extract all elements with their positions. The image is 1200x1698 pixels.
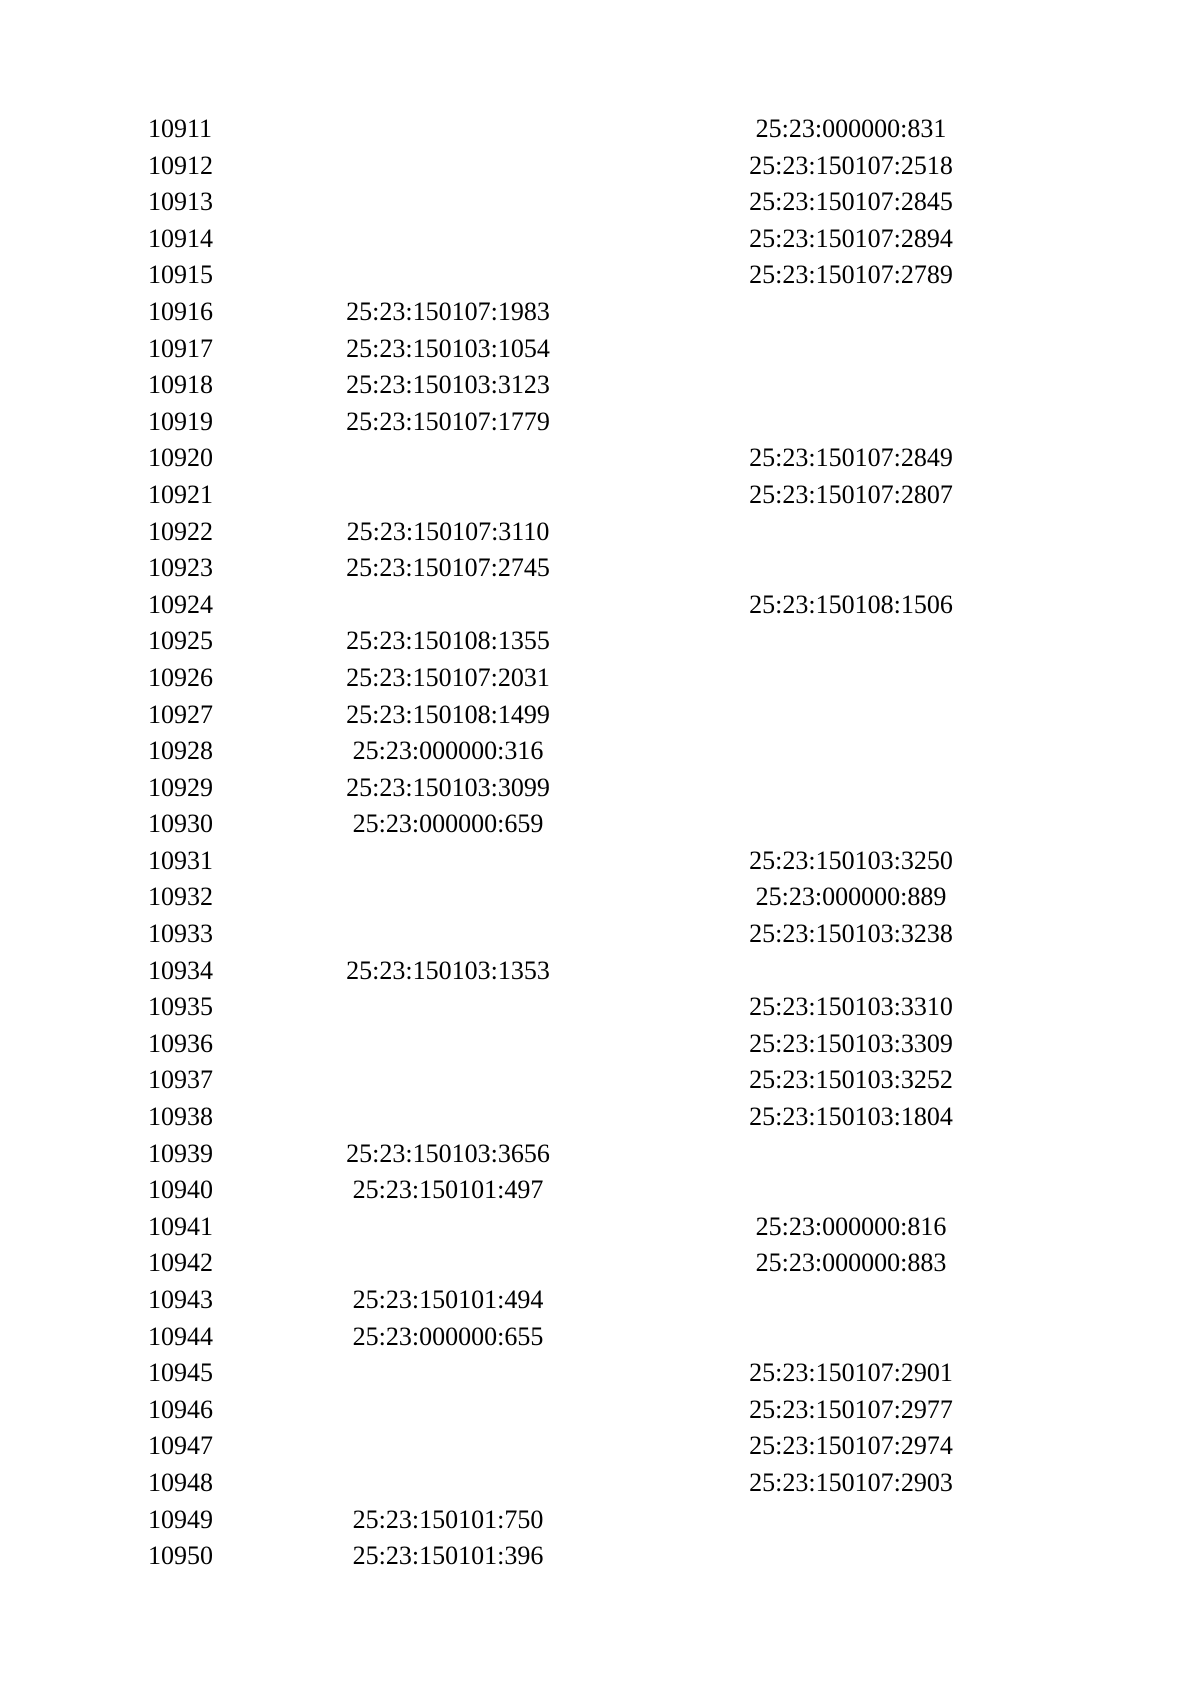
table-row [148, 1282, 968, 1319]
row-number: 10924 [148, 589, 213, 619]
cadastral-number-col1: 25:23:150108:1355 [346, 626, 550, 656]
row-number: 10916 [148, 296, 213, 326]
table-row [148, 1062, 968, 1099]
row-number: 10922 [148, 516, 213, 546]
table-row [148, 184, 968, 221]
cadastral-number-col2: 25:23:150107:2894 [749, 223, 953, 253]
row-number: 10939 [148, 1138, 213, 1168]
row-number: 10946 [148, 1394, 213, 1424]
row-number: 10921 [148, 479, 213, 509]
cadastral-number-col1: 25:23:150103:3656 [346, 1138, 550, 1168]
cadastral-number-col2: 25:23:150107:2845 [749, 187, 953, 217]
table-row [148, 660, 968, 697]
table-row [148, 550, 968, 587]
table-row [148, 879, 968, 916]
table-row [148, 1428, 968, 1465]
table-row [148, 148, 968, 185]
cadastral-number-col2: 25:23:150107:2903 [749, 1467, 953, 1497]
row-number: 10925 [148, 626, 213, 656]
cadastral-number-col2: 25:23:000000:831 [755, 114, 947, 143]
cadastral-number-col1: 25:23:000000:316 [352, 736, 544, 766]
row-number: 10933 [148, 919, 213, 949]
cadastral-number-col1: 25:23:150103:3099 [346, 772, 550, 802]
row-number: 10932 [148, 882, 213, 912]
table-row [148, 257, 968, 294]
row-number: 10944 [148, 1321, 213, 1351]
row-number: 10950 [148, 1541, 213, 1571]
table-row [148, 1026, 968, 1063]
cadastral-number-col1: 25:23:150101:497 [352, 1175, 544, 1205]
table-row [148, 733, 968, 770]
cadastral-number-col2: 25:23:150107:2977 [749, 1394, 953, 1424]
cadastral-number-col1: 25:23:150108:1499 [346, 699, 550, 729]
cadastral-number-col2: 25:23:150107:2807 [749, 479, 953, 509]
table-row [148, 1245, 968, 1282]
table-row [148, 623, 968, 660]
cadastral-number-col2: 25:23:150107:2901 [749, 1358, 953, 1388]
cadastral-number-col1: 25:23:150107:2031 [346, 662, 550, 692]
row-number: 10936 [148, 1028, 213, 1058]
row-number: 10943 [148, 1285, 213, 1314]
row-number: 10913 [148, 187, 213, 217]
row-number: 10923 [148, 553, 213, 583]
row-number: 10937 [148, 1065, 213, 1095]
row-number: 10940 [148, 1175, 213, 1205]
table-row [148, 404, 968, 441]
table-row [148, 1209, 968, 1246]
row-number: 10915 [148, 260, 213, 290]
table-row [148, 1136, 968, 1173]
table-row [148, 770, 968, 807]
table-row [148, 843, 968, 880]
row-number: 10949 [148, 1504, 213, 1534]
table-row [148, 440, 968, 477]
cadastral-number-col2: 25:23:150103:3252 [749, 1065, 953, 1095]
cadastral-number-col1: 25:23:000000:659 [352, 809, 544, 839]
table-row [148, 331, 968, 368]
cadastral-number-col2: 25:23:150107:2518 [749, 150, 953, 180]
cadastral-number-col2: 25:23:150107:2849 [749, 443, 953, 473]
table-row [148, 294, 968, 331]
row-number: 10920 [148, 443, 213, 473]
cadastral-number-col1: 25:23:150107:3110 [346, 516, 550, 546]
table-row [148, 989, 968, 1026]
table-row [148, 1355, 968, 1392]
row-number: 10935 [148, 992, 213, 1022]
row-number: 10917 [148, 333, 213, 363]
cadastral-number-col2: 25:23:150103:1804 [749, 1102, 953, 1132]
table-row [148, 367, 968, 404]
cadastral-number-col2: 25:23:150103:3250 [749, 845, 953, 875]
cadastral-number-col1: 25:23:150107:1779 [346, 406, 550, 436]
cadastral-number-col2: 25:23:000000:889 [755, 882, 947, 912]
cadastral-number-col1: 25:23:150103:1054 [346, 333, 550, 363]
cadastral-number-col2: 25:23:000000:883 [755, 1248, 947, 1278]
cadastral-number-col1: 25:23:150101:750 [352, 1504, 544, 1534]
cadastral-number-col1: 25:23:150101:396 [352, 1541, 544, 1571]
row-number: 10919 [148, 406, 213, 436]
cadastral-number-col2: 25:23:150107:2789 [749, 260, 953, 290]
row-number: 10948 [148, 1467, 213, 1497]
row-number: 10938 [148, 1102, 213, 1132]
row-number: 10928 [148, 736, 213, 766]
table-row [148, 221, 968, 258]
cadastral-number-col1: 25:23:150103:1353 [346, 955, 550, 985]
cadastral-number-col2: 25:23:150107:2974 [749, 1431, 953, 1461]
cadastral-number-col2: 25:23:150103:3310 [749, 992, 953, 1022]
cadastral-number-col2: 25:23:150108:1506 [749, 589, 953, 619]
row-number: 10912 [148, 150, 213, 180]
row-number: 10947 [148, 1431, 213, 1461]
cadastral-number-col1: 25:23:000000:655 [352, 1321, 544, 1351]
row-number: 10934 [148, 955, 213, 985]
table-row [148, 587, 968, 624]
table-row [148, 1538, 968, 1575]
table-row [148, 477, 968, 514]
row-number: 10911 [148, 114, 213, 143]
cadastral-number-col1: 25:23:150107:2745 [346, 553, 550, 583]
cadastral-number-col2: 25:23:150103:3238 [749, 919, 953, 949]
table-row [148, 697, 968, 734]
row-number: 10929 [148, 772, 213, 802]
row-number: 10941 [148, 1211, 213, 1241]
cadastral-number-col2: 25:23:000000:816 [755, 1211, 947, 1241]
row-number: 10942 [148, 1248, 213, 1278]
cadastral-number-col1: 25:23:150107:1983 [346, 296, 550, 326]
row-number: 10926 [148, 662, 213, 692]
cadastral-number-table [148, 111, 968, 1575]
table-row [148, 1099, 968, 1136]
table-row [148, 1502, 968, 1539]
cadastral-number-col1: 25:23:150103:3123 [346, 370, 550, 400]
table-row [148, 806, 968, 843]
table-row [148, 514, 968, 551]
cadastral-number-col2: 25:23:150103:3309 [749, 1028, 953, 1058]
row-number: 10914 [148, 223, 213, 253]
table-row [148, 1319, 968, 1356]
table-row [148, 1172, 968, 1209]
row-number: 10945 [148, 1358, 213, 1388]
table-row [148, 916, 968, 953]
cadastral-number-col1: 25:23:150101:494 [352, 1285, 544, 1314]
table-row [148, 953, 968, 990]
row-number: 10930 [148, 809, 213, 839]
table-row [148, 1465, 968, 1502]
table-row [148, 1392, 968, 1429]
table-row [148, 111, 968, 148]
row-number: 10918 [148, 370, 213, 400]
row-number: 10931 [148, 845, 213, 875]
row-number: 10927 [148, 699, 213, 729]
